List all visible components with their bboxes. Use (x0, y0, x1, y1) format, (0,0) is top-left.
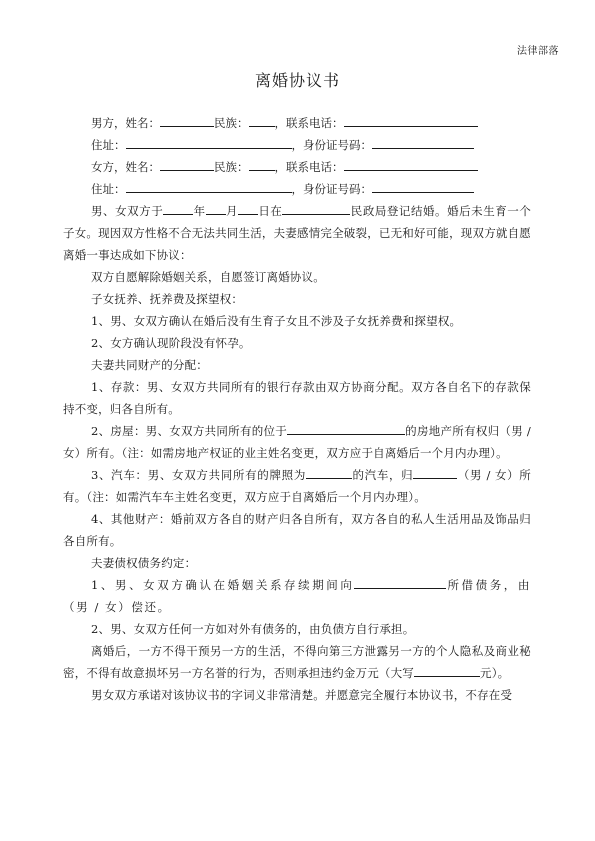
male-id-field[interactable] (372, 136, 474, 149)
marriage-registration-paragraph (63, 200, 531, 266)
male-phone-field[interactable] (344, 114, 478, 127)
debt-text-a: 1、男、女双方确认在婚姻关系存续期间向 (91, 578, 355, 592)
house-location-field[interactable] (287, 423, 405, 435)
car-text-a: 3、汽车：男、女双方共同所有的牌照为 (91, 468, 306, 482)
house-text-b: 的房地产所有权归（男 / 女）所有。（注：如需房地产权证的业主姓名变更，双方应于自离婚后一个月内办理）。 (63, 424, 531, 460)
male-name-field[interactable] (160, 114, 214, 127)
car-plate-field[interactable] (306, 467, 352, 479)
penalty-text-a: 离婚后，一方不得干预另一方的生活，不得向第三方泄露另一方的个人隐私及商业秘密，不得有故意损坏另一方名誉的行为，否则承担违约金万元（大写 (63, 644, 531, 680)
debt-text-b: 所借债务，由（男 / 女）偿还。 (63, 578, 531, 614)
male-phone-label: ，联系电话： (274, 116, 344, 130)
day-label: 日在 (258, 204, 283, 218)
male-name-label: 男方，姓名： (91, 116, 160, 130)
header-brand: 法律部落 (517, 46, 559, 57)
commitment-paragraph: 男女双方承诺对该协议书的字词义非常清楚。并愿意完全履行本协议书，不存在受 (91, 688, 513, 702)
document-body (63, 112, 531, 706)
property-clause-car (63, 464, 531, 508)
car-owner-field[interactable] (413, 467, 457, 479)
property-clause-deposit: 1、存款：男、女双方共同所有的银行存款由双方协商分配。双方各自名下的存款保持不变，归各自所有。 (63, 380, 531, 416)
day-field[interactable] (238, 203, 258, 215)
penalty-amount-field[interactable] (414, 665, 480, 677)
male-nation-field[interactable] (249, 114, 275, 127)
child-clause-1: 1、男、女双方确认在婚后没有生育子女且不涉及子女抚养费和探望权。 (91, 314, 462, 328)
male-info-line (91, 112, 531, 134)
year-label: 年 (193, 204, 206, 218)
female-info-line (91, 156, 531, 178)
female-id-field[interactable] (372, 180, 474, 193)
property-clause-house (63, 420, 531, 464)
creditor-field[interactable] (354, 577, 446, 589)
month-label: 月 (225, 204, 239, 218)
male-nation-label: 民族： (214, 116, 249, 130)
male-address-line (91, 134, 531, 156)
bureau-field[interactable] (282, 203, 350, 215)
female-nation-field[interactable] (249, 158, 275, 171)
property-clause-other: 4、其他财产：婚前双方各自的财产归各自所有，双方各自的私人生活用品及饰品归各自所有。 (63, 512, 531, 548)
female-name-label: 女方，姓名： (91, 160, 160, 174)
debt-clause-2: 2、男、女双方任何一方如对外有债务的，由负债方自行承担。 (91, 622, 415, 636)
p1-text-a: 男、女双方于 (91, 204, 164, 218)
house-text-a: 2、房屋：男、女双方共同所有的位于 (91, 424, 288, 438)
female-nation-label: 民族： (214, 160, 249, 174)
female-phone-field[interactable] (344, 158, 478, 171)
month-field[interactable] (206, 203, 226, 215)
car-text-c: （男 / 女）所有。（注：如需汽车车主姓名变更，双方应于自离婚后一个月内办理）。 (63, 468, 531, 504)
male-id-label: ，身份证号码： (291, 138, 372, 152)
child-clause-2: 2、女方确认现阶段没有怀孕。 (91, 336, 251, 350)
page-title: 离婚协议书 (254, 71, 340, 90)
male-address-field[interactable] (126, 136, 292, 149)
p1-text-b: 民政局登记结婚。婚后未生育一个子女。现因双方性格不合无法共同生活，夫妻感情完全破裂，已无和好可能，现双方就自愿离婚一事达成如下协议： (63, 204, 532, 262)
penalty-text-b: 元）。 (480, 666, 510, 680)
female-phone-label: ，联系电话： (274, 160, 344, 174)
debt-clause-1 (63, 574, 531, 618)
female-address-line (91, 178, 531, 200)
female-name-field[interactable] (160, 158, 214, 171)
female-address-label: 住址： (91, 182, 126, 196)
year-field[interactable] (163, 203, 193, 215)
dissolution-paragraph: 双方自愿解除婚姻关系，自愿签订离婚协议。 (91, 270, 325, 284)
male-address-label: 住址： (91, 138, 126, 152)
female-id-label: ，身份证号码： (291, 182, 372, 196)
car-text-b: 的汽车，归 (352, 468, 414, 482)
child-support-heading: 子女抚养、抚养费及探望权： (91, 292, 244, 306)
non-interference-clause (63, 640, 531, 684)
property-heading: 夫妻共同财产的分配： (91, 358, 208, 372)
female-address-field[interactable] (126, 180, 292, 193)
debt-heading: 夫妻债权债务约定： (91, 556, 197, 570)
